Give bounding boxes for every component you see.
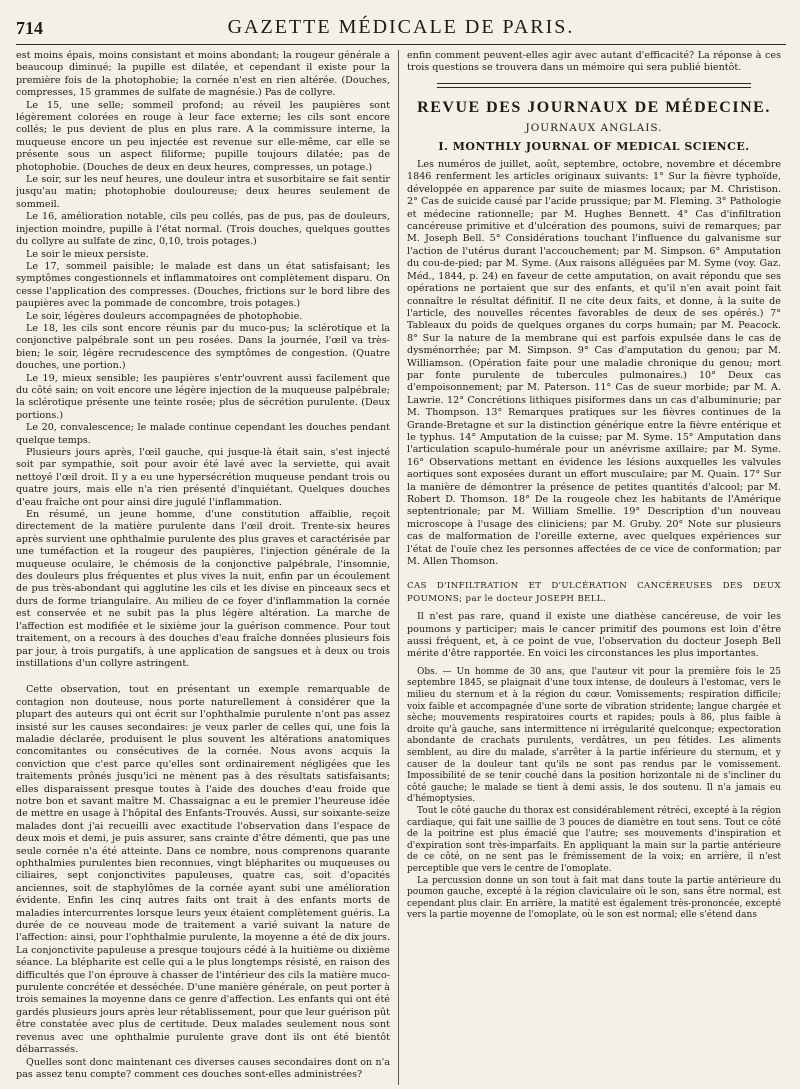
section-divider bbox=[437, 83, 751, 88]
column-rule bbox=[398, 50, 399, 1085]
paragraph: Le 15, une selle; sommeil profond; au réveil les paupières sont légèrement colorées en rouge à leur face externe; les cils sont encore collés; le pus devient de plus en plus rare. A la commissure interne, la muqueuse encore un peu injectée est revenue sur elle-même, car elle se présente sous un aspect filiforme; pupille toujours dilatée; pas de photophobie. (Douches de deux en deux heures, compresses, un potage.) bbox=[16, 99, 390, 173]
paragraph: Le 17, sommeil paisible; le malade est dans un état satisfaisant; les symptômes congestionnels et inflammatoires ont complètement disparu. On cesse l'application des compresses. (Douches, frictions sur le bord libre des paupières avec la pommade de concombre, trois potages.) bbox=[16, 260, 390, 310]
paragraph: Il n'est pas rare, quand il existe une diathèse cancéreuse, de voir les poumons y participer; mais le cancer primitif des poumons est loin d'être aussi fréquent, et, à ce point de vue, l'observation du docteur Joseph Bell mérite d'être rapportée. En voici les circonstances les plus importantes. bbox=[407, 611, 781, 660]
paragraph: enfin comment peuvent-elles agir avec autant d'efficacité? La réponse à ces trois questions se trouvera dans un mémoire qui sera publié bientôt. bbox=[407, 50, 781, 74]
running-head bbox=[16, 14, 786, 45]
paragraph: Le 20, convalescence; le malade continue cependant les douches pendant quelque temps. bbox=[16, 422, 390, 446]
paragraph: Le soir, sur les neuf heures, une douleur intra et susorbitaire se fait sentir jusqu'au matin; photophobie douloureuse; deux heures seulement de sommeil. bbox=[16, 174, 390, 210]
text-columns bbox=[16, 50, 786, 1085]
right-column bbox=[407, 50, 781, 1085]
paragraph: Tout le côté gauche du thorax est considérablement rétréci, excepté à la région cardiaque, qui fait une saillie de 3 pouces de diamètre en tout sens. Tout ce côté de la poitrine est plus émacié que l'autre; ses mouvements d'inspiration et d'expiration sont très-imparfaits. En appliquant la main sur la partie antérieure de ce côté, on ne sent pas le frémissement de la voix; en arrière, il n'est perceptible que vers le centre de l'omoplate. bbox=[407, 806, 781, 874]
paragraph: La percussion donne un son tout à fait mat dans toute la partie antérieure du poumon gauche, excepté à la région claviculaire où le son, sans être normal, est cependant plus clair. En arrière, la matité est également très-prononcée, excepté vers la partie moyenne de l'omoplate, où le son est normal; elle s'étend dans bbox=[407, 875, 781, 921]
paragraph: Quelles sont donc maintenant ces diverses causes secondaires dont on n'a pas assez tenu compte? comment ces douches sont-elles administrées? bbox=[16, 1056, 390, 1080]
left-column bbox=[16, 50, 390, 1085]
paragraph: Le 19, mieux sensible; les paupières s'entr'ouvrent aussi facilement que du côté sain; on voit encore une légère injection de la muqueuse palpébrale; la sclérotique présente une teinte rosée; plus de sécrétion purulente. (Deux portions.) bbox=[16, 372, 390, 421]
paragraph: En résumé, un jeune homme, d'une constitution affaiblie, reçoit directement de la matière purulente dans l'œil droit. Trente-six heures après survient une ophthalmie purulente des plus graves et caractérisée par une tuméfaction et la rougeur des paupières, l'injection générale de la muqueuse oculaire, le chémosis de la conjonctive palpébrale, l'insomnie, des douleurs plus fréquentes et plus vives la nuit, enfin par un écoulement de pus très-abondant qui agglutine les cils et les divise en pinceaux secs et durs de forme triangulaire. Au milieu de ce foyer d'inflammation la cornée est conservée et ne subit pas la plus légère altération. La marche de l'affection est modifiée et le sixième jour la guérison commence. Pour tout traitement, on a recours à des douches d'eau fraîche données plusieurs fois par jour, à trois purgatifs, à une application de sangsues et à deux ou trois instillations d'un collyre astringent. bbox=[16, 509, 390, 669]
paragraph: Le 16, amélioration notable, cils peu collés, pas de pus, pas de douleurs, injection moindre, pupille à l'état normal. (Trois douches, quelques gouttes du collyre au sulfate de zinc, 0,10, trois potages.) bbox=[16, 211, 390, 248]
spacer bbox=[16, 670, 390, 684]
paragraph: Obs. — Un homme de 30 ans, que l'auteur vit pour la première fois le 25 septembre 1845, se plaignait d'une toux intense, de douleurs à l'estomac, vers le milieu du sternum et à la région du cœur. Vomissements; respiration difficile; voix faible et accompagnée d'une sorte de vibration stridente; langue chargée et sèche; mouvements respiratoires courts et rapides; pouls à 86, plus faible à droite qu'à gauche, sans intermittence ni irrégularité quelconque; expectoration abondante de crachats purulents, verdâtres, un peu fétides. Les aliments semblent, au dire du malade, s'arrêter à la partie inférieure du sternum, et y causer de la douleur tant qu'ils ne sont pas rendus par le vomissement. Impossibilité de se tenir couché dans la position horizontale ni de s'incliner du côté gauche; le malade se tient à demi assis, le dos soutenu. Il n'a jamais eu d'hémoptysies. bbox=[407, 666, 781, 805]
paragraph: Le soir le mieux persiste. bbox=[26, 248, 149, 260]
page-number: 714 bbox=[16, 18, 43, 38]
paragraph: Plusieurs jours après, l'œil gauche, qui jusque-là était sain, s'est injecté soit par sympathie, soit pour avoir été lavé avec la serviette, qui avait nettoyé l'œil droit. Il y a eu une hypersécrétion muqueuse pendant trois ou quatre jours, mais elle n'a rien présenté d'inquiétant. Quelques douches d'eau fraîche ont pour ainsi dire jugulé l'inflammation. bbox=[16, 447, 390, 508]
paragraph: est moins épais, moins consistant et moins abondant; la rougeur générale a beaucoup diminué; la pupille est dilatée, et cependant il existe pour la première fois de la photophobie; la cornée n'est en rien altérée. (Douches, compresses, 15 grammes de sulfate de magnésie.) Pas de collyre. bbox=[16, 50, 390, 99]
paragraph: Le 18, les cils sont encore réunis par du muco-pus; la sclérotique et la conjonctive palpébrale sont un peu rosées. Dans la journée, l'œil va très-bien; le soir, légère recrudescence des symptômes de congestion. (Quatre douches, une portion.) bbox=[16, 322, 390, 372]
paragraph: Cette observation, tout en présentant un exemple remarquable de contagion non douteuse, nous porte naturellement à considérer que la plupart des auteurs qui ont écrit sur l'ophthalmie purulente n'ont pas assez insisté sur les causes secondaires: je veux parler de celles qui, une fois la maladie déclarée, produisent le plus souvent les altérations anatomiques concomitantes ou consécutives de la cornée. Nous avons acquis la conviction que c'est parce qu'elles sont ordinairement négligées que les traitements prônés jusqu'ici ne mènent pas à des résultats satisfaisants; elles disparaissent presque toutes à l'aide des douches d'eau froide que notre bon et savant maître M. Chassaignac a eu le premier l'heureuse idée de mettre en usage à l'hôpital des Enfants-Trouvés. Aussi, sur soixante-seize malades dont j'ai recueilli avec exactitude l'observation dans l'espace de deux mois et demi, je puis assurer, sans crainte d'être démenti, que pas une seule cornée n'a été atteinte. Dans ce nombre, nous comprenons quarante ophthalmies purulentes bien reconnues, vingt blépharites ou muqueuses ou ciliaires, sept conjonctivites papuleuses, quatre cas, soit d'opacités anciennes, soit de staphylômes de la cornée ayant subi une amélioration évidente. Enfin les cinq autres faits ont trait à des enfants morts de maladies intercurrentes lorsque leurs yeux étaient complètement guéris. La durée de ce nouveau mode de traitement a varié suivant la nature de l'affection: ainsi, pour l'ophthalmie purulente, la moyenne a été de dix jours. La conjonctivite papuleuse a presque toujours cédé à la huitième ou dixième séance. La blépharite est celle qui a le plus longtemps résisté, en raison des difficultés que l'on éprouve à chasser de l'intérieur des cils la matière muco-purulente concrétée et desséchée. D'une manière générale, on peut porter à trois semaines la moyenne dans ce genre d'affection. Les enfants qui ont été gardés plusieurs jours après leur rétablissement, pour que leur guérison pût être constatée avec plus de certitude. Deux malades seulement nous sont revenus avec une ophthalmie purulente grave dont ils ont été bientôt débarrassés. bbox=[16, 684, 390, 1056]
journal-heading: I. MONTHLY JOURNAL OF MEDICAL SCIENCE. bbox=[438, 139, 750, 153]
section-title: REVUE DES JOURNAUX DE MÉDECINE. bbox=[417, 98, 771, 116]
article-title: CAS D'INFILTRATION ET D'ULCÉRATION CANCÉREUSES DES DEUX POUMONS; par le docteur JOSEPH BELL. bbox=[407, 581, 781, 604]
journal-title: GAZETTE MÉDICALE DE PARIS. bbox=[227, 16, 575, 38]
paragraph: Les numéros de juillet, août, septembre, octobre, novembre et décembre 1846 renferment les articles originaux suivants: 1° Sur la fièvre typhoïde, développée en apparence par suite de miasmes locaux; par M. Christison. 2° Cas de suicide causé par l'acide prussique; par M. Fleming. 3° Pathologie et médecine rationnelle; par M. Hughes Bennett. 4° Cas d'infiltration cancéreuse primitive et d'ulcération des poumons, suivi de remarques; par M. Joseph Bell. 5° Considérations touchant l'influence du galvanisme sur l'action de l'utérus durant l'accouchement; par M. Simpson. 6° Amputation du cou-de-pied; par M. Syme. (Aux raisons alléguées par M. Syme (voy. Gaz. Méd., 1844, p. 24) en faveur de cette amputation, on avait répondu que ses opérations ne portaient que sur des enfants, et qu'il n'en avait point fait connaître le résultat définitif. Il ne cite deux faits, et donne, à la suite de l'article, des nouvelles récentes favorables de deux de ses opérés.) 7° Tableaux du poids de quelques organes du corps humain; par M. Peacock. 8° Sur la nature de la membrane qui est parfois expulsée dans le cas de dysménorrhée; par M. Simpson. 9° Cas d'amputation du genou; par M. Williamson. (Opération faite pour une maladie chronique du genou; mort par fonte purulente de tubercules pulmonaires.) 10° Deux cas d'empoisonnement; par M. Paterson. 11° Cas de sueur morbide; par M. A. Lawrie. 12° Concrétions lithiques pisiformes dans un cas d'albuminurie; par M. Thompson. 13° Remarques pratiques sur les fièvres continues de la Grande-Bretagne et sur la distinction générique entre la fièvre entérique et le typhus. 14° Amputation de la cuisse; par M. Syme. 15° Amputation dans l'articulation scapulo-humérale pour un anévrisme axillaire; par M. Syme. 16° Observations mettant en évidence les lésions auxquelles les valvules aortiques sont exposées durant un effort musculaire; par M. Quain. 17° Sur la manière de démontrer la présence de petites quantités d'alcool; par M. Robert D. Thomson. 18° De la rougeole chez les habitants de l'Amérique septentrionale; par M. William Smellie. 19° Description d'un nouveau microscope à l'usage des cliniciens; par M. Gruby. 20° Note sur plusieurs cas de malformation de l'oreille externe, avec quelques expériences sur l'état de l'ouïe chez les personnes affectées de ce vice de conformation; par M. Allen Thomson. bbox=[407, 159, 781, 568]
paragraph: Le soir, légères douleurs accompagnées de photophobie. bbox=[26, 310, 303, 322]
subsection-title: JOURNAUX ANGLAIS. bbox=[525, 122, 663, 135]
